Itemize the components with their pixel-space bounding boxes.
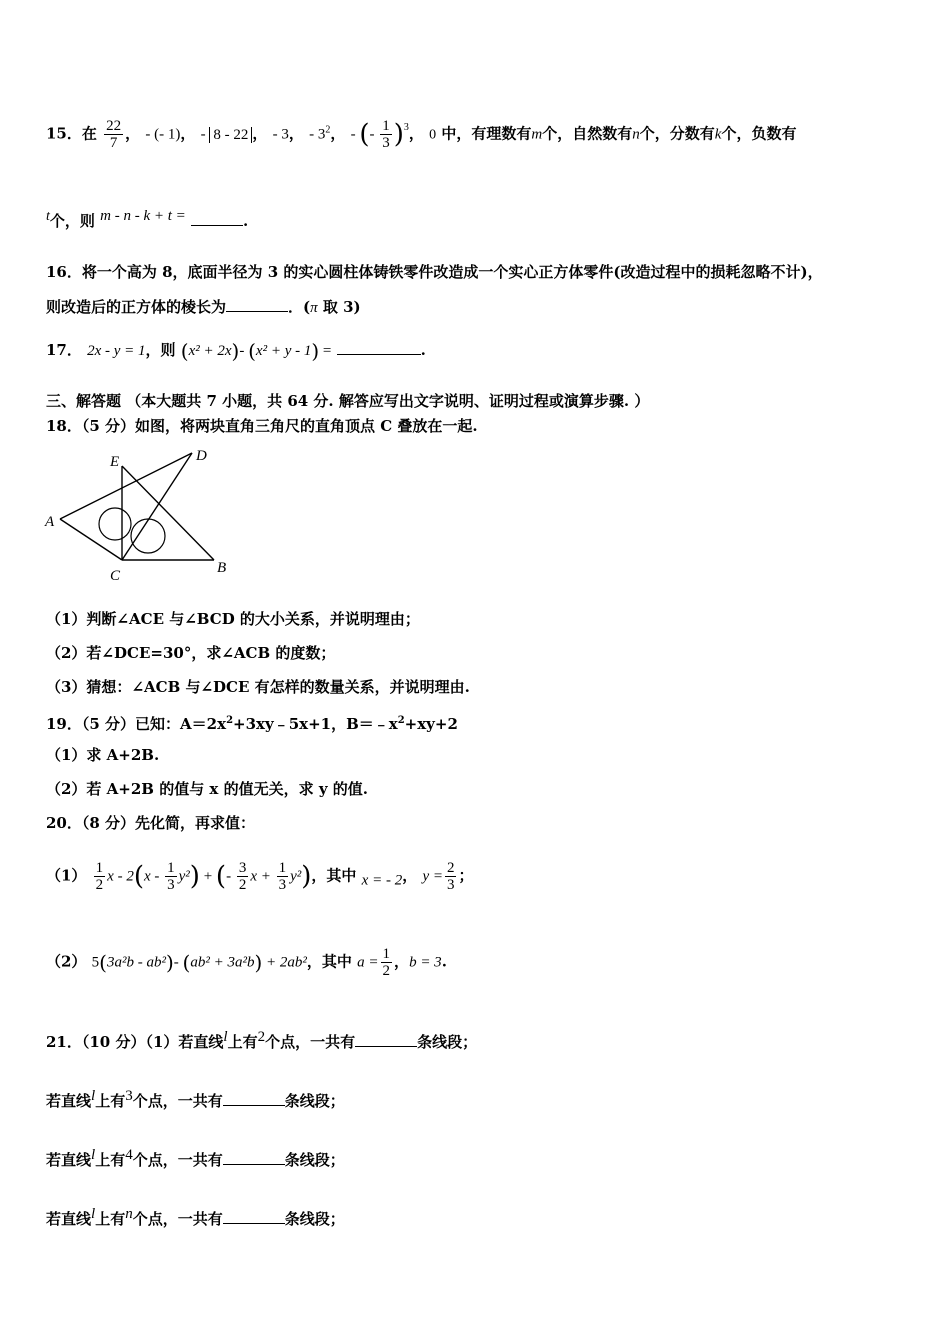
q16-line1: 16．将一个高为 8，底面半径为 3 的实心圆柱体铸铁零件改造成一个实心正方体零件(改造过程中的损耗忽略不计)， <box>46 263 823 281</box>
fraction-22-7: $\frac{22}{7}$ <box>106 118 122 151</box>
label-E: E <box>110 454 120 470</box>
q19-part1: （1）求 A+2B. <box>46 746 160 764</box>
answer-blank-21-3[interactable] <box>223 1150 285 1165</box>
q20-part1: （1） $\frac{1}{2}$ x - 2(x - $\frac{1}{3}$ y²) + (- $\frac{3}{2}$ x + $\frac{1}{3}$ y²)，其中 x = - 2， y = $\frac{2}{3}$ ； <box>46 860 474 893</box>
q15-line1: 15．在 $\frac{22}{7}$ ， - (- 1)， - 8 - 22 ， - 3， - $3^2$， - (- $\frac{1}{3}$ )$^3$， 0 中，有理数有m个，自然数有n个，分数有k个，负数有 <box>46 118 797 151</box>
q15-line2: t个，则 m - n - k + t = . <box>46 208 249 230</box>
section-3-heading: 三、解答题 （本大题共 7 小题，共 64 分. 解答应写出文字说明、证明过程或演算步骤. ） <box>46 392 650 410</box>
triangle-figure <box>42 446 232 586</box>
label-C: C <box>110 568 121 584</box>
answer-blank-16[interactable] <box>226 297 288 312</box>
q17-line: 17． 2x - y = 1，则 (x² + 2x)- (x² + y - 1) = . <box>46 339 426 363</box>
answer-blank-21-4[interactable] <box>223 1209 285 1224</box>
q18-part2: （2）若∠DCE=30°，求∠ACB 的度数； <box>46 644 336 662</box>
q19-part2: （2）若 A+2B 的值与 x 的值无关，求 y 的值. <box>46 780 368 798</box>
answer-blank-21-1[interactable] <box>355 1032 417 1047</box>
q21-line3: 若直线l上有4个点，一共有 条线段； <box>46 1147 345 1169</box>
q20-part2: （2） 5(3a²b - ab²)- (ab² + 3a²b) + 2ab²，其中 a = $\frac{1}{2}$ ，b = 3. <box>46 946 447 979</box>
q18-part3: （3）猜想：∠ACB 与∠DCE 有怎样的数量关系，并说明理由. <box>46 678 470 696</box>
label-B: B <box>217 560 227 576</box>
q21-line1: 21．（10 分）（1）若直线l上有2个点，一共有 条线段； <box>46 1029 478 1051</box>
answer-blank-17[interactable] <box>337 340 421 355</box>
q21-line4: 若直线l上有n个点，一共有 条线段； <box>46 1206 345 1228</box>
q18-part1: （1）判断∠ACE 与∠BCD 的大小关系，并说明理由； <box>46 610 420 628</box>
q18-title: 18．（5 分）如图，将两块直角三角尺的直角顶点 C 叠放在一起. <box>46 417 478 435</box>
answer-blank-15[interactable] <box>191 211 243 226</box>
label-A: A <box>45 514 55 530</box>
q21-line2: 若直线l上有3个点，一共有 条线段； <box>46 1088 345 1110</box>
label-D: D <box>196 448 207 464</box>
q20-title: 20．（8 分）先化简，再求值： <box>46 814 256 832</box>
q16-line2: 则改造后的正方体的棱长为 ．(π 取 3) <box>46 298 361 316</box>
answer-blank-21-2[interactable] <box>223 1091 285 1106</box>
fraction-1-3: $\frac{1}{3}$ <box>382 118 390 151</box>
q19-title: 19．（5 分）已知：$A=2x^2+3xy﹣5x+1$，$B=﹣x^2+xy+2$ <box>46 715 458 733</box>
